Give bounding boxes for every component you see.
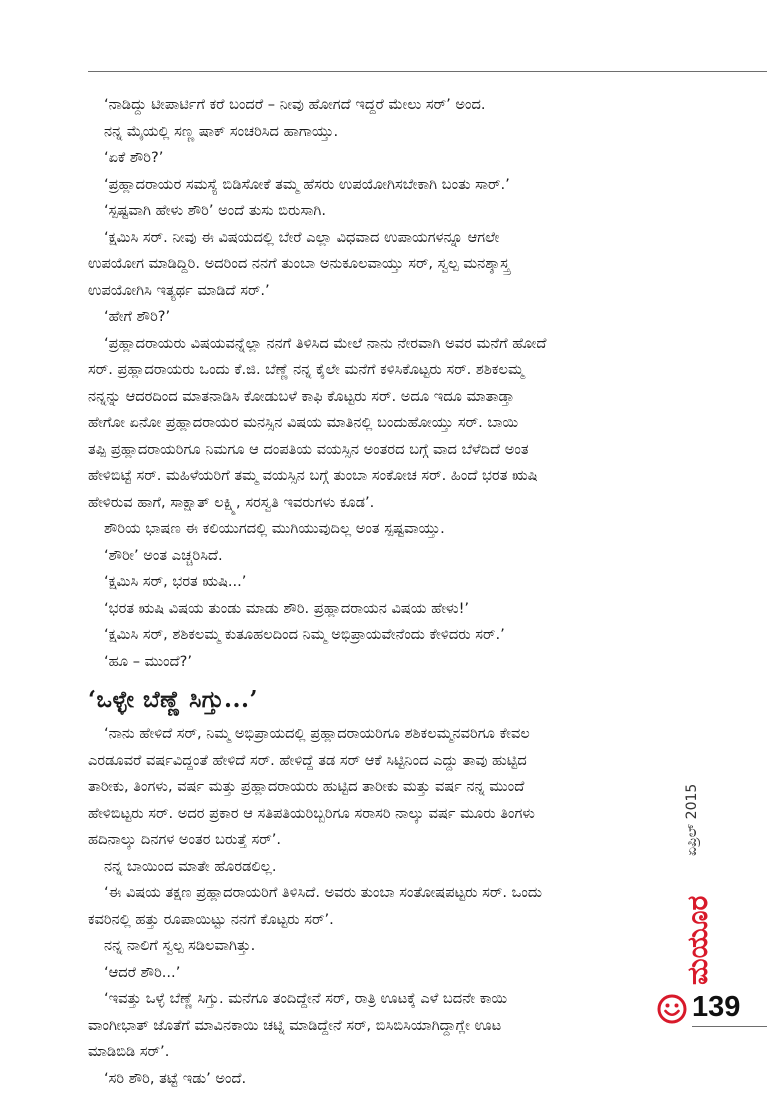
paragraph-line: ಉಪಯೋಗ ಮಾಡಿದ್ದಿರಿ. ಅದರಿಂದ ನನಗೆ ತುಂಬಾ ಅನುಕೂಲವಾಯ್ತು ಸರ್, ಸ್ವಲ್ಪ ಮನಶ್ಶಾಸ್ತ್ರ	[88, 255, 510, 272]
paragraph-line: ತಪ್ಪಿ ಪ್ರಹ್ಲಾದರಾಯರಿಗೂ ನಿಮಗೂ ಆ ದಂಪತಿಯ ವಯಸ್ಸಿನ ಅಂತರದ ಬಗ್ಗೆ ವಾದ ಬೆಳೆದಿದೆ ಅಂತ	[88, 440, 529, 458]
paragraph-line: ಕವರಿನಲ್ಲಿ ಹತ್ತು ರೂಪಾಯಿಟ್ಟು ನನಗೆ ಕೊಟ್ಟರು ಸರ್’.	[88, 910, 334, 928]
paragraph-line: ‘ಸರಿ ಶೌರಿ, ತಟ್ಟೆ ಇಡು’ ಅಂದೆ.	[104, 1069, 247, 1087]
paragraph-line: ‘ಹೂ – ಮುಂದೆ?’	[104, 652, 193, 670]
paragraph-line: ‘ನಾನು ಹೇಳಿದೆ ಸರ್, ನಿಮ್ಮ ಅಭಿಪ್ರಾಯದಲ್ಲಿ ಪ್ರಹ್ಲಾದರಾಯರಿಗೂ ಶಶಿಕಲಮ್ಮನವರಿಗೂ ಕೇವಲ	[104, 725, 530, 742]
paragraph-line: ಮಾಡಿಬಿಡಿ ಸರ್’.	[88, 1043, 170, 1060]
paragraph-line: ನನ್ನ ಮೈಯಲ್ಲಿ ಸಣ್ಣ ಷಾಕ್ ಸಂಚರಿಸಿದ ಹಾಗಾಯ್ತು.	[104, 122, 339, 140]
paragraph-line: ‘ಸ್ಪಷ್ಟವಾಗಿ ಹೇಳು ಶೌರಿ’ ಅಂದೆ ತುಸು ಬಿರುಸಾಗಿ.	[104, 202, 326, 219]
magazine-logo: ಮಯೂರ	[681, 895, 714, 985]
paragraph-line: ನನ್ನನ್ನು ಆದರದಿಂದ ಮಾತನಾಡಿಸಿ ಕೋಡುಬಳೆ ಕಾಫಿ ಕೊಟ್ಟರು ಸರ್. ಅದೂ ಇದೂ ಮಾತಾಡ್ತಾ	[88, 387, 515, 405]
paragraph-line: ಸರ್. ಪ್ರಹ್ಲಾದರಾಯರು ಒಂದು ಕೆ.ಜಿ. ಬೆಣ್ಣೆ ನನ್ನ ಕೈಲೇ ಮನೆಗೆ ಕಳಿಸಿಕೊಟ್ಟರು ಸರ್. ಶಶಿಕಲಮ್ಮ	[88, 361, 524, 378]
section-heading: ‘ಒಳ್ಳೇ ಬೆಣ್ಣೆ ಸಿಗ್ತು...’	[88, 686, 259, 713]
paragraph-line: ‘ಕ್ಷಮಿಸಿ ಸರ್, ಶಶಿಕಲಮ್ಮ ಕುತೂಹಲದಿಂದ ನಿಮ್ಮ ಅಭಿಪ್ರಾಯವೇನೆಂದು ಕೇಳಿದರು ಸರ್.’	[104, 626, 505, 643]
paragraph-line: ಹದಿನಾಲ್ಕು ದಿನಗಳ ಅಂತರ ಬರುತ್ತೆ ಸರ್’.	[88, 831, 282, 848]
paragraph-line: ಹೇಳಿಬಿಟ್ಟೆ ಸರ್. ಮಹಿಳೆಯರಿಗೆ ತಮ್ಮ ವಯಸ್ಸಿನ ಬಗ್ಗೆ ತುಂಬಾ ಸಂಕೋಚ ಸರ್. ಹಿಂದೆ ಭರತ ಋಷಿ	[88, 467, 538, 484]
paragraph-line: ನನ್ನ ನಾಲಿಗೆ ಸ್ವಲ್ಪ ಸಡಿಲವಾಗಿತ್ತು.	[104, 937, 256, 954]
paragraph-line: ‘ಭರತ ಋಷಿ ವಿಷಯ ತುಂಡು ಮಾಡು ಶೌರಿ. ಪ್ರಹ್ಲಾದರಾಯನ ವಿಷಯ ಹೇಳು!’	[104, 599, 470, 617]
paragraph-line: ‘ಆದರೆ ಶೌರಿ...’	[104, 963, 181, 981]
paragraph-line: ಶೌರಿಯ ಭಾಷಣ ಈ ಕಲಿಯುಗದಲ್ಲಿ ಮುಗಿಯುವುದಿಲ್ಲ ಅಂತ ಸ್ಪಷ್ಟವಾಯ್ತು.	[104, 520, 445, 537]
bottom-rule	[692, 1026, 767, 1027]
paragraph-line: ‘ಕ್ಷಮಿಸಿ ಸರ್. ನೀವು ಈ ವಿಷಯದಲ್ಲಿ ಬೇರೆ ಎಲ್ಲಾ ವಿಧವಾದ ಉಪಾಯಗಳನ್ನೂ ಆಗಲೇ	[104, 228, 500, 246]
paragraph-line: ಹೇಳಿರುವ ಹಾಗೆ, ಸಾಕ್ಷಾತ್ ಲಕ್ಷ್ಮಿ, ಸರಸ್ವತಿ ಇವರುಗಳು ಕೂಡ’.	[88, 493, 375, 511]
top-rule	[88, 71, 767, 72]
page-number: 139	[692, 991, 741, 1023]
paragraph-line: ‘ನಾಡಿದ್ದು ಟೀಪಾರ್ಟಿಗೆ ಕರೆ ಬಂದರೆ – ನೀವು ಹೋಗದೆ ಇದ್ದರೆ ಮೇಲು ಸರ್’ ಅಂದ.	[104, 96, 486, 113]
paragraph-line: ಎರಡೂವರೆ ವರ್ಷವಿದ್ದಂತೆ ಹೇಳಿದೆ ಸರ್. ಹೇಳಿದ್ದೆ ತಡ ಸರ್ ಆಕೆ ಸಿಟ್ಟಿನಿಂದ ಎದ್ದು ತಾವು ಹುಟ್ಟಿದ	[88, 751, 527, 769]
paragraph-line: ಉಪಯೋಗಿಸಿ ಇತ್ಯರ್ಥ ಮಾಡಿದೆ ಸರ್.’	[88, 281, 270, 299]
paragraph-line: ‘ಶೌರೀ’ ಅಂತ ಎಚ್ಚರಿಸಿದೆ.	[104, 546, 223, 564]
smiley-icon	[657, 994, 687, 1024]
paragraph-line: ವಾಂಗೀಭಾತ್ ಜೊತೆಗೆ ಮಾವಿನಕಾಯಿ ಚಟ್ನಿ ಮಾಡಿದ್ದೇನೆ ಸರ್, ಬಿಸಿಬಿಸಿಯಾಗಿದ್ದಾಗ್ಲೇ ಊಟ	[88, 1016, 502, 1034]
paragraph-line: ತಾರೀಕು, ತಿಂಗಳು, ವರ್ಷ ಮತ್ತು ಪ್ರಹ್ಲಾದರಾಯರು ಹುಟ್ಟಿದ ತಾರೀಕು ಮತ್ತು ವರ್ಷ ನನ್ನ ಮುಂದೆ	[88, 778, 525, 795]
paragraph-line: ಹೇಗೋ ಏನೋ ಪ್ರಹ್ಲಾದರಾಯರ ಮನಸ್ಸಿನ ವಿಷಯ ಮಾತಿನಲ್ಲಿ ಬಂದುಹೋಯ್ತು ಸರ್. ಬಾಯಿ	[88, 414, 519, 431]
paragraph-line: ‘ಕ್ಷಮಿಸಿ ಸರ್, ಭರತ ಋಷಿ...’	[104, 573, 247, 590]
paragraph-line: ‘ಪ್ರಹ್ಲಾದರಾಯರು ವಿಷಯವನ್ನೆಲ್ಲಾ ನನಗೆ ತಿಳಿಸಿದ ಮೇಲೆ ನಾನು ನೇರವಾಗಿ ಅವರ ಮನೆಗೆ ಹೋದೆ	[104, 334, 547, 352]
article-body	[88, 92, 688, 1092]
paragraph-line: ಹೇಳಿಬಿಟ್ಟರು ಸರ್. ಅದರ ಪ್ರಕಾರ ಆ ಸತಿಪತಿಯರಿಬ್ಬರಿಗೂ ಸರಾಸರಿ ನಾಲ್ಕು ವರ್ಷ ಮೂರು ತಿಂಗಳು	[88, 804, 535, 822]
issue-date: ಏಪ್ರಿಲ್ 2015	[684, 783, 700, 856]
paragraph-line: ‘ಪ್ರಹ್ಲಾದರಾಯರ ಸಮಸ್ಯೆ ಬಿಡಿಸೋಕೆ ತಮ್ಮ ಹೆಸರು ಉಪಯೋಗಿಸಬೇಕಾಗಿ ಬಂತು ಸಾರ್.’	[104, 175, 510, 193]
paragraph-line: ‘ಹೇಗೆ ಶೌರಿ?’	[104, 308, 171, 325]
paragraph-line: ‘ಏಕೆ ಶೌರಿ?’	[104, 149, 164, 166]
paragraph-line: ನನ್ನ ಬಾಯಿಂದ ಮಾತೇ ಹೊರಡಲಿಲ್ಲ.	[104, 857, 277, 875]
paragraph-line: ‘ಈ ವಿಷಯ ತಕ್ಷಣ ಪ್ರಹ್ಲಾದರಾಯರಿಗೆ ತಿಳಿಸಿದೆ. ಅವರು ತುಂಬಾ ಸಂತೋಷಪಟ್ಟರು ಸರ್. ಒಂದು	[104, 884, 542, 901]
paragraph-line: ‘ಇವತ್ತು ಒಳ್ಳೆ ಬೆಣ್ಣೆ ಸಿಗ್ತು. ಮನೆಗೂ ತಂದಿದ್ದೇನೆ ಸರ್, ರಾತ್ರಿ ಊಟಕ್ಕೆ ಎಳೆ ಬದನೇ ಕಾಯಿ	[104, 990, 508, 1007]
